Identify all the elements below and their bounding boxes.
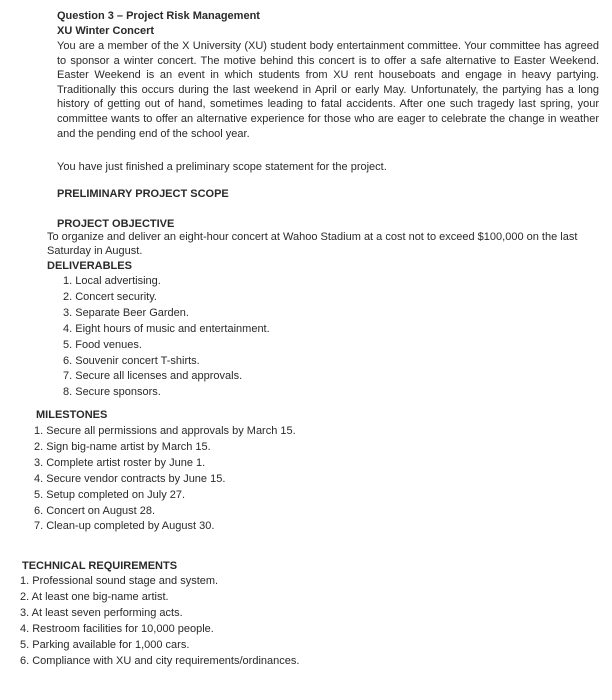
deliverables-list (63, 274, 270, 401)
milestone-item: 3. Complete artist roster by June 1. (34, 456, 206, 469)
deliverable-item: 1. Local advertising. (63, 275, 161, 287)
question-title: Question 3 – Project Risk Management (57, 10, 260, 22)
question-subtitle: XU Winter Concert (57, 25, 155, 37)
requirement-item: 2. At least one big-name artist. (20, 590, 169, 603)
objective-text: To organize and deliver an eight-hour concert at Wahoo Stadium at a cost not to exceed $100,000 on the last Saturday in August. (47, 231, 578, 257)
intro-text: You have just finished a preliminary scope statement for the project. (57, 161, 387, 173)
question-paragraph: You are a member of the X University (XU) student body entertainment committee. Your committee has agreed to sponsor a winter concert. The motive behind this concert is to offer a safe alternative to Easter Weekend. Easter Weekend is an event in which students from XU rent houseboats and engage in heavy partying. Traditionally this occurs during the last weekend in April or early May. Unfortunately, the partying has a long history of getting out of hand, sometimes leading to fatal accidents. After one such tragedy last spring, your committee wants to offer an alternative experience for those who are eager to celebrate the change in weather and the pending end of the school year. (57, 40, 599, 140)
milestone-item: 2. Sign big-name artist by March 15. (34, 440, 211, 453)
deliverables-heading: DELIVERABLES (47, 260, 132, 272)
deliverable-item: 4. Eight hours of music and entertainment. (63, 322, 270, 335)
deliverable-item: 6. Souvenir concert T-shirts. (63, 354, 200, 367)
milestone-item: 4. Secure vendor contracts by June 15. (34, 472, 226, 485)
deliverable-item: 2. Concert security. (63, 290, 157, 303)
deliverable-item: 8. Secure sponsors. (63, 386, 161, 399)
technical-requirements-heading: TECHNICAL REQUIREMENTS (22, 560, 178, 572)
deliverable-item: 5. Food venues. (63, 338, 142, 351)
requirement-item: 4. Restroom facilities for 10,000 people. (20, 622, 214, 635)
milestones-list (34, 424, 296, 535)
milestones-heading: MILESTONES (36, 409, 108, 421)
technical-requirements-list (20, 574, 299, 669)
milestone-item: 1. Secure all permissions and approvals by March 15. (34, 425, 296, 437)
objective-heading: PROJECT OBJECTIVE (57, 218, 175, 230)
milestone-item: 6. Concert on August 28. (34, 504, 156, 517)
deliverable-item: 7. Secure all licenses and approvals. (63, 370, 243, 383)
milestone-item: 7. Clean-up completed by August 30. (34, 520, 215, 533)
requirement-item: 5. Parking available for 1,000 cars. (20, 638, 190, 651)
requirement-item: 6. Compliance with XU and city requirements/ordinances. (20, 654, 300, 667)
scope-heading: PRELIMINARY PROJECT SCOPE (57, 188, 229, 200)
requirement-item: 1. Professional sound stage and system. (20, 575, 219, 587)
deliverable-item: 3. Separate Beer Garden. (63, 306, 189, 319)
milestone-item: 5. Setup completed on July 27. (34, 488, 186, 501)
requirement-item: 3. At least seven performing acts. (20, 606, 183, 619)
